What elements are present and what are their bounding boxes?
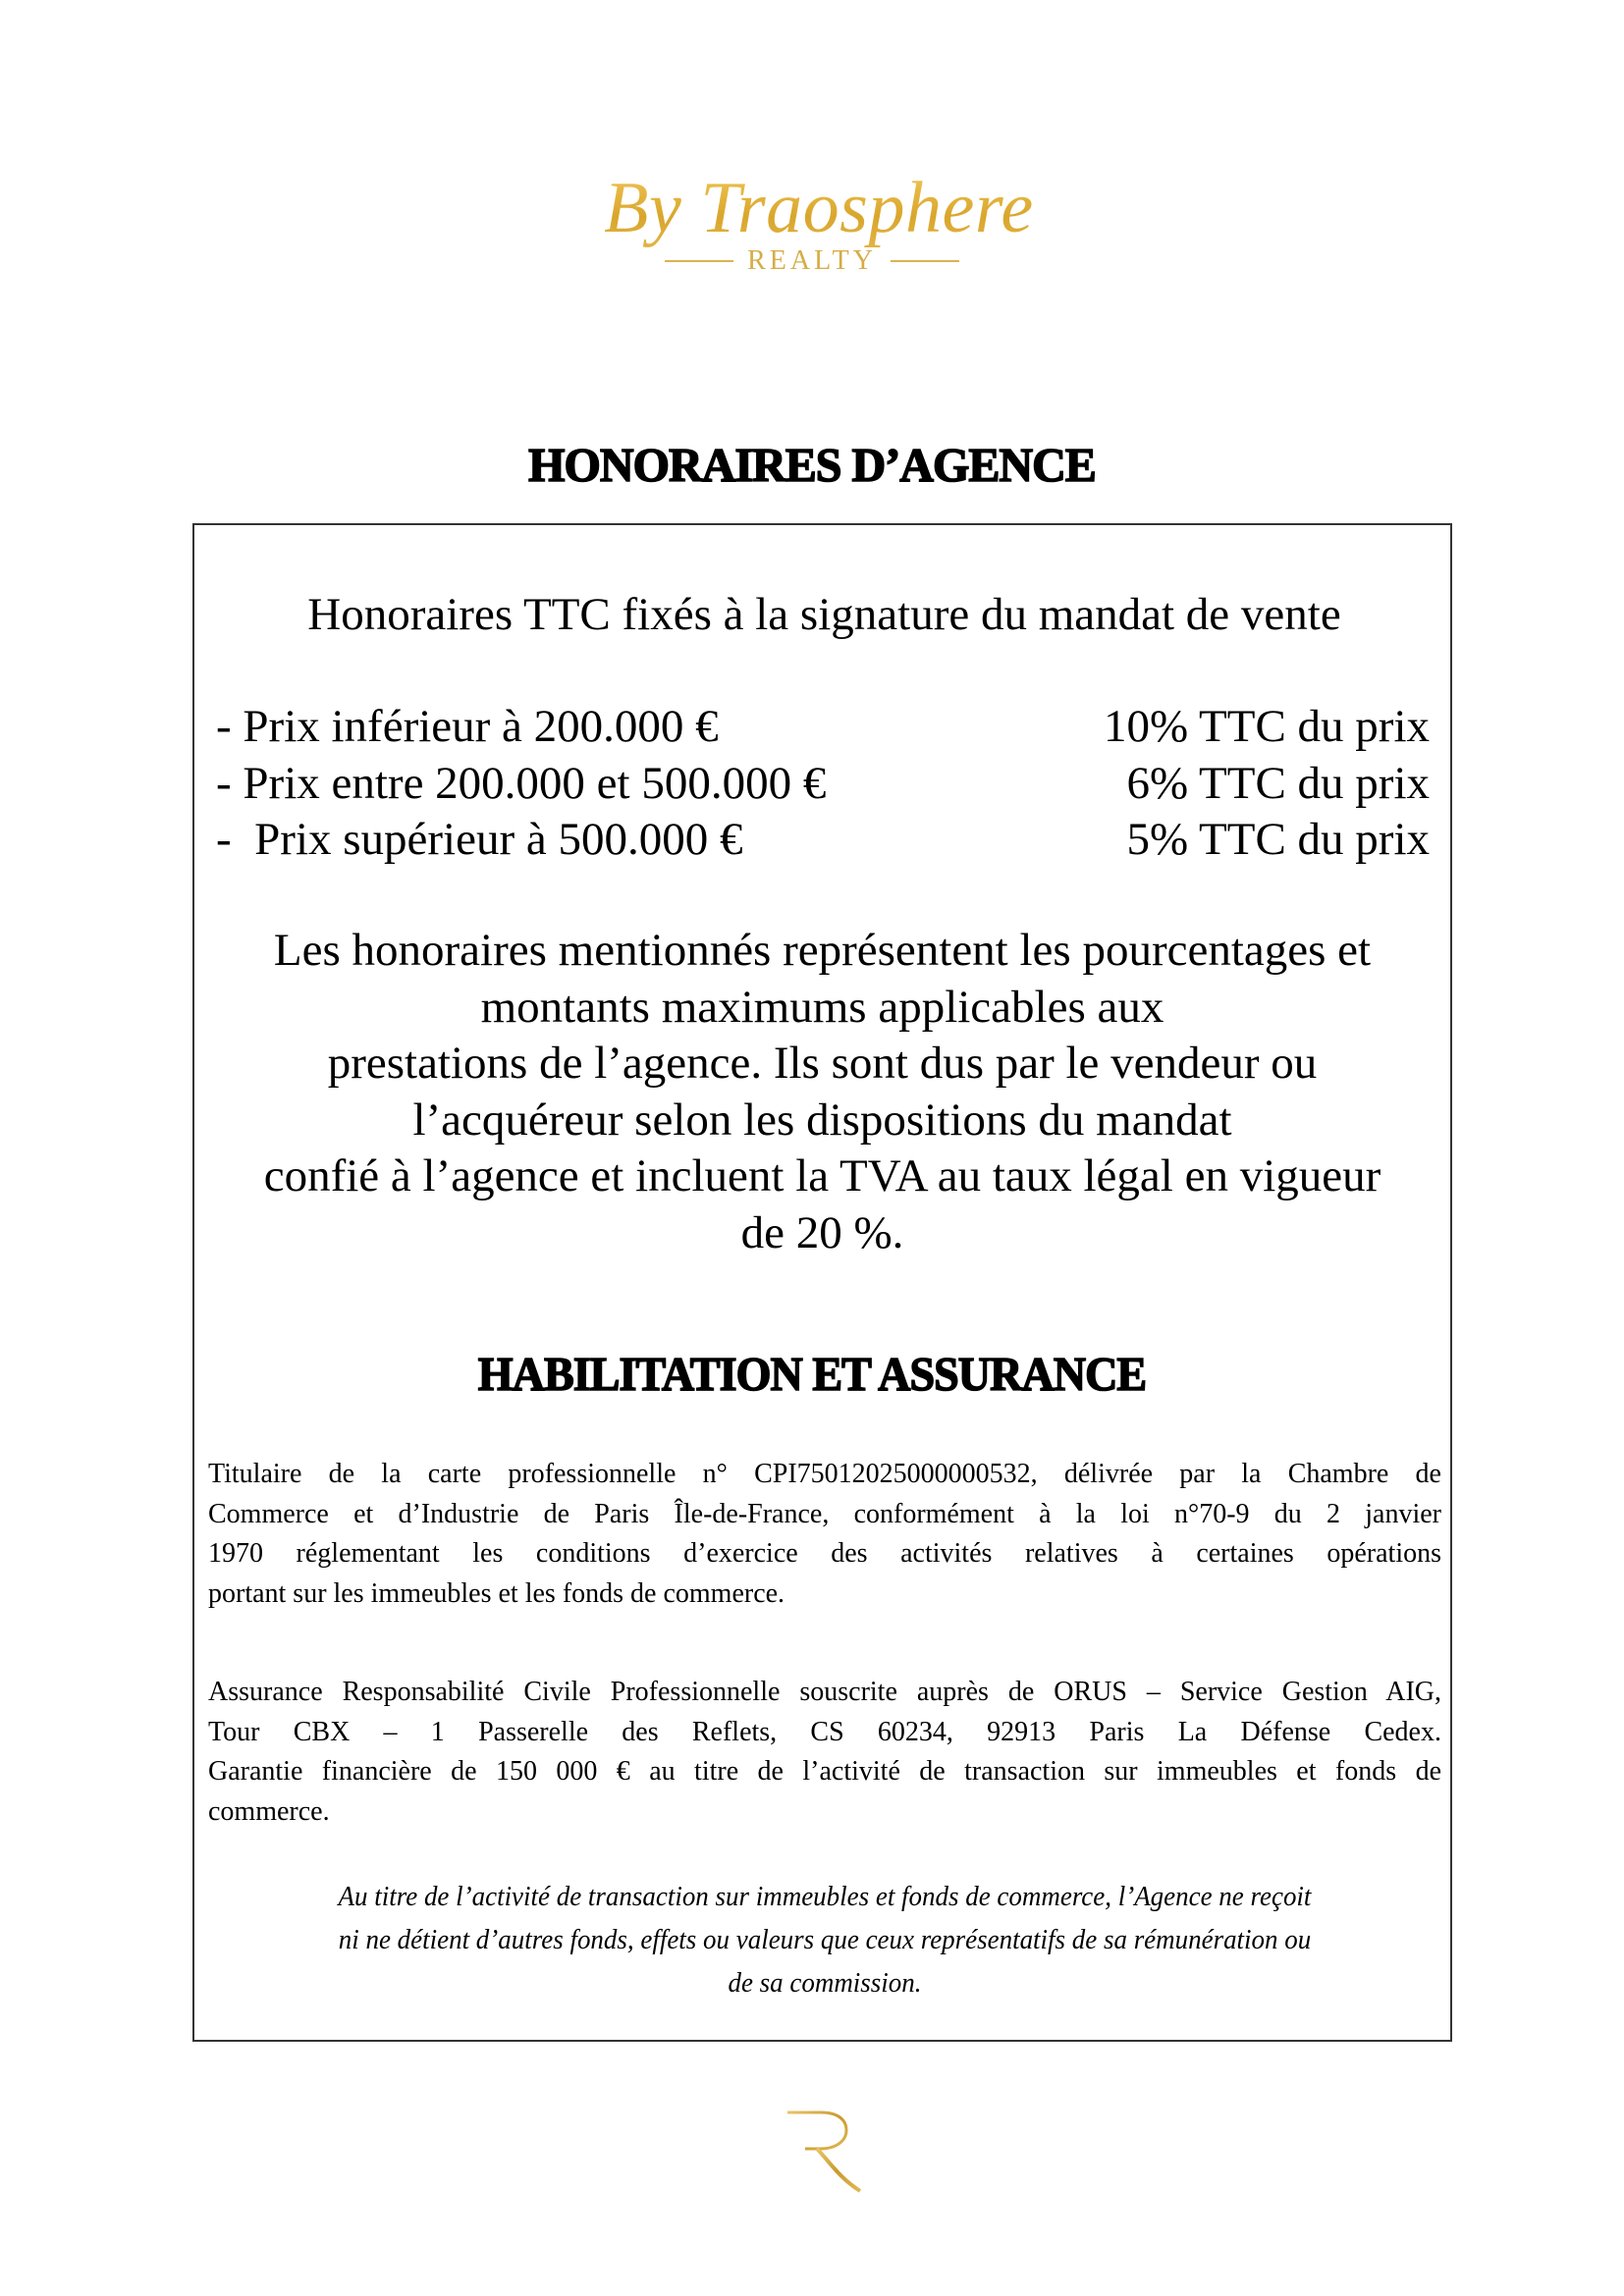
paragraph-line: commerce.: [208, 1795, 330, 1827]
fee-row: [216, 756, 1430, 813]
fee-rate: 6% TTC du prix: [1126, 757, 1430, 809]
disclaimer-line: de 20 %.: [740, 1206, 904, 1258]
brand-logo: [0, 165, 1624, 277]
fee-condition: - Prix entre 200.000 et 500.000 €: [216, 757, 827, 809]
license-section-title: HABILITATION ET ASSURANCE: [477, 1347, 1147, 1401]
paragraph-line: Assurance Responsabilité Civile Professionnelle souscrite auprès de ORUS – Service Gestion AIG,: [208, 1677, 1441, 1707]
paragraph-line: Commerce et d’Industrie de Paris Île-de-France, conformément à la loi n°70-9 du 2 janvier: [208, 1498, 1441, 1529]
fees-section-title: HONORAIRES D’AGENCE: [528, 438, 1096, 492]
fees-disclaimer: [192, 923, 1452, 1261]
notice-line: ni ne détient d’autres fonds, effets ou valeurs que ceux représentatifs de sa rémunération ou: [338, 1924, 1312, 1955]
fee-condition: - Prix supérieur à 500.000 €: [216, 814, 743, 865]
fee-rate: 10% TTC du prix: [1103, 701, 1430, 752]
paragraph-line: portant sur les immeubles et les fonds de commerce.: [208, 1577, 785, 1609]
notice-line: Au titre de l’activité de transaction sur immeubles et fonds de commerce, l’Agence ne reçoit: [338, 1881, 1312, 1912]
disclaimer-line: montants maximums applicables aux: [480, 981, 1164, 1033]
paragraph-line: Titulaire de la carte professionnelle n° CPI75012025000000532, délivrée par la Chambre de: [208, 1459, 1441, 1489]
disclaimer-line: confié à l’agence et incluent la TVA au taux légal en vigueur: [263, 1150, 1381, 1201]
disclaimer-line: Les honoraires mentionnés représentent les pourcentages et: [273, 925, 1372, 976]
fee-condition: - Prix inférieur à 200.000 €: [216, 701, 719, 752]
professional-card-paragraph: [208, 1455, 1441, 1614]
disclaimer-line: prestations de l’agence. Ils sont dus par le vendeur ou: [327, 1038, 1318, 1089]
tagline-rule-right: [891, 260, 959, 262]
fee-row: [216, 812, 1430, 869]
brand-tagline-row: [0, 245, 1624, 277]
paragraph-line: 1970 réglementant les conditions d’exercice des activités relatives à certaines opérations: [208, 1538, 1441, 1569]
fee-row: [216, 699, 1430, 756]
paragraph-line: Garantie financière de 150 000 € au titre de l’activité de transaction sur immeubles et fonds de: [208, 1756, 1441, 1787]
tagline-rule-left: [665, 260, 733, 262]
paragraph-line: Tour CBX – 1 Passerelle des Reflets, CS 60234, 92913 Paris La Défense Cedex.: [208, 1716, 1441, 1747]
brand-name: By Traosphere: [0, 165, 1624, 251]
fees-intro: Honoraires TTC fixés à la signature du mandat de vente: [307, 589, 1341, 640]
tr-monogram-icon: [770, 2107, 864, 2195]
disclaimer-line: l’acquéreur selon les dispositions du mandat: [412, 1094, 1232, 1146]
funds-notice: [251, 1875, 1398, 2004]
fee-rate: 5% TTC du prix: [1126, 814, 1430, 865]
notice-line: de sa commission.: [728, 1967, 922, 1999]
fee-table: [216, 699, 1430, 869]
brand-tagline: REALTY: [747, 245, 877, 276]
insurance-paragraph: [208, 1673, 1441, 1832]
